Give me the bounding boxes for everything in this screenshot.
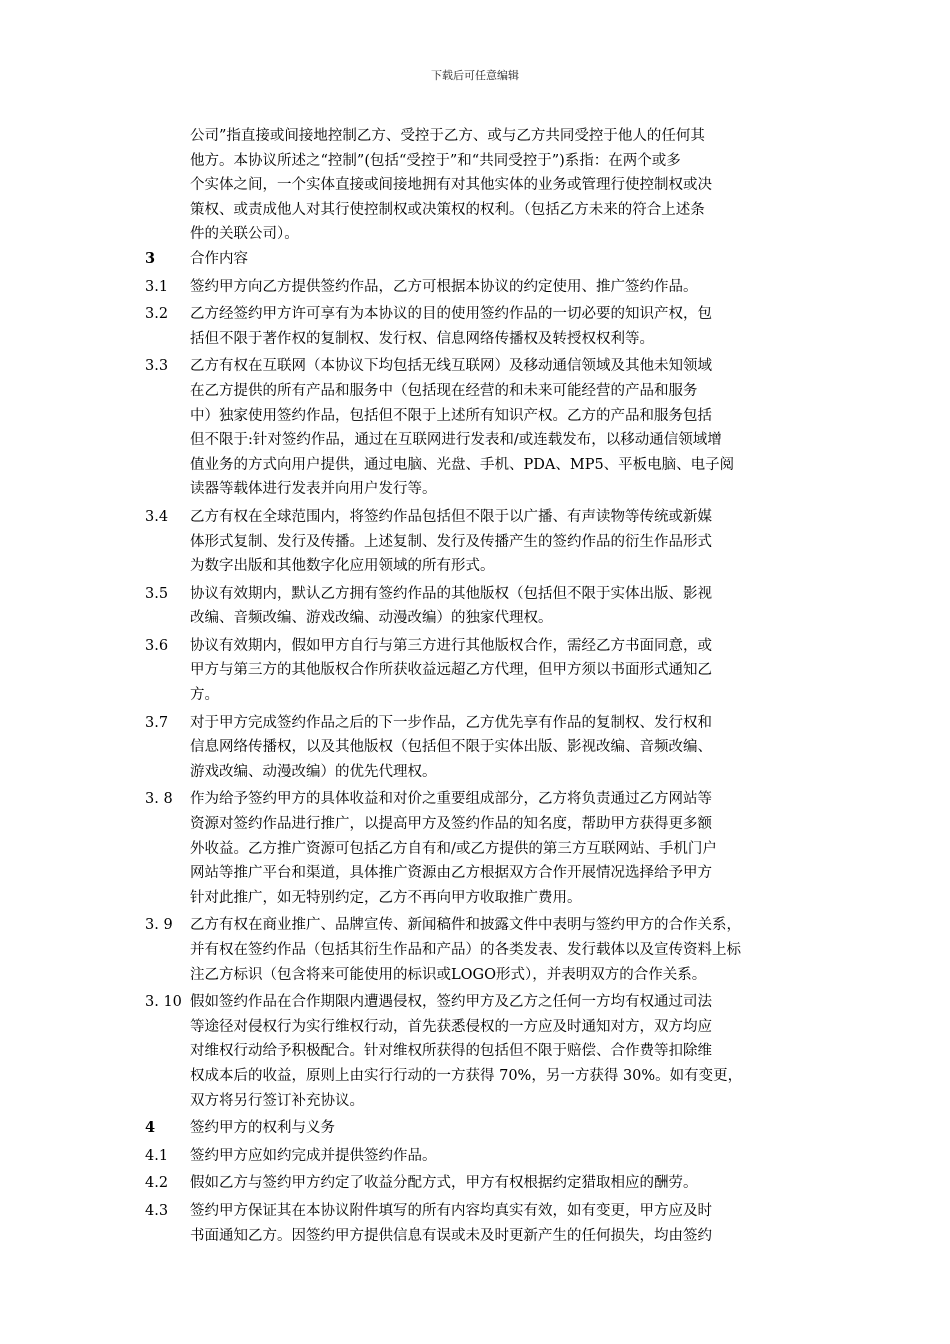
clause-number: 4 — [145, 1119, 156, 1137]
clause-number: 3.1 — [145, 278, 169, 295]
clause-text: 对于甲方完成签约作品之后的下一步作品，乙方优先享有作品的复制权、发行权和 信息网络传播权，以及其他版权（包括但不限于实体出版、影视改编、音频改编、 游戏改编、动漫改编）的优先代理权。 — [190, 714, 712, 780]
clause-item — [145, 1144, 817, 1169]
clause-text: 签约甲方保证其在本协议附件填写的所有内容均真实有效，如有变更，甲方应及时 书面通知乙方。因签约甲方提供信息有误或未及时更新产生的任何损失，均由签约 — [190, 1202, 712, 1244]
clause-text: 乙方经签约甲方许可享有为本协议的目的使用签约作品的一切必要的知识产权，包 括但不限于著作权的复制权、发行权、信息网络传播权及转授权权利等。 — [190, 306, 712, 347]
clause-item — [145, 787, 817, 910]
clause-item — [145, 1171, 817, 1196]
clause-number: 4.3 — [145, 1202, 169, 1219]
clause-list — [145, 247, 817, 1251]
clause-number: 3. 8 — [145, 791, 173, 808]
clause-item — [145, 990, 817, 1113]
page-header: 下载后可任意编辑 — [431, 69, 519, 82]
clause-number: 3.5 — [145, 585, 169, 602]
clause-item — [145, 275, 817, 300]
clause-number: 3. 9 — [145, 917, 173, 934]
clause-number: 3.3 — [145, 358, 169, 375]
clause-number: 4.1 — [145, 1147, 169, 1164]
clause-item — [145, 302, 817, 351]
clause-item — [145, 634, 817, 708]
clause-item — [145, 711, 817, 785]
clause-text: 乙方有权在全球范围内，将签约作品包括但不限于以广播、有声读物等传统或新媒 体形式复制、发行及传播。上述复制、发行及传播产生的签约作品的衍生作品形式 为数字出版和其他数字化应用领域的所有形式。 — [190, 508, 712, 575]
clause-number: 3.6 — [145, 637, 169, 654]
clause-number: 3. 10 — [145, 994, 182, 1011]
clause-text: 协议有效期内，默认乙方拥有签约作品的其他版权（包括但不限于实体出版、影视 改编、音频改编、游戏改编、动漫改编）的独家代理权。 — [190, 585, 712, 627]
clause-number: 3.4 — [145, 508, 169, 525]
clause-item — [145, 505, 817, 579]
intro-paragraph: 公司”指直接或间接地控制乙方、受控于乙方、或与乙方共同受控于他人的任何其 他方。本协议所述之“控制”(包括“受控于”和“共同受控于”)系指：在两个或多 个实体之间，一个实体直接或间接地拥有对其他实体的业务或管理行使控制权或决 策权、或责成他人对其行使控制权或决策权的权利。（包括乙方未来的符合上述条 件的关联公司）。 — [190, 128, 712, 243]
clause-number: 3.7 — [145, 714, 169, 731]
clause-text: 乙方有权在商业推广、品牌宣传、新闻稿件和披露文件中表明与签约甲方的合作关系， 并有权在签约作品（包括其衍生作品和产品）的各类发表、发行载体以及宣传资料上标 注乙方标识（包含将来可能使用的标识或LOGO形式），并表明双方的合作关系。 — [190, 917, 741, 983]
section-heading — [145, 1116, 817, 1141]
document-body — [145, 124, 817, 1251]
clause-item — [145, 354, 817, 502]
clause-text: 乙方有权在互联网（本协议下均包括无线互联网）及移动通信领域及其他未知领域 在乙方提供的所有产品和服务中（包括现在经营的和未来可能经营的产品和服务 中）独家使用签约作品，包括但不限于上述所有知识产权。乙方的产品和服务包括 但不限于:针对签约作品，通过在互联网进行发表和/或连载发布，以移动通信领域增 值业务的方式向用户提供，通过电脑、光盘、手机、PDA、MP5、平板电脑、电子阅 读器等载体进行发表并向用户发行等。 — [190, 358, 735, 498]
clause-number: 4.2 — [145, 1175, 169, 1192]
clause-number: 3.2 — [145, 306, 169, 323]
clause-text: 协议有效期内，假如甲方自行与第三方进行其他版权合作，需经乙方书面同意，或 甲方与第三方的其他版权合作所获收益远超乙方代理，但甲方须以书面形式通知乙 方。 — [190, 637, 712, 704]
clause-number: 3 — [145, 249, 156, 267]
clause-text: 签约甲方的权利与义务 — [190, 1120, 335, 1137]
clause-text: 作为给予签约甲方的具体收益和对价之重要组成部分，乙方将负责通过乙方网站等 资源对签约作品进行推广，以提高甲方及签约作品的知名度，帮助甲方获得更多额 外收益。乙方推广资源可包括乙方自有和/或乙方提供的第三方互联网站、手机门户 网站等推广平台和渠道，具体推广资源由乙方根据双方合作开展情况选择给予甲方 针对此推广，如无特别约定，乙方不再向甲方收取推广费用。 — [190, 791, 717, 906]
clause-item — [145, 1199, 817, 1248]
clause-text: 合作内容 — [190, 250, 248, 267]
clause-text: 签约甲方应如约完成并提供签约作品。 — [190, 1147, 437, 1164]
clause-item — [145, 913, 817, 987]
clause-text: 假如乙方与签约甲方约定了收益分配方式，甲方有权根据约定猎取相应的酬劳。 — [190, 1175, 698, 1192]
clause-text: 签约甲方向乙方提供签约作品，乙方可根据本协议的约定使用、推广签约作品。 — [190, 278, 698, 295]
section-heading — [145, 247, 817, 272]
clause-item — [145, 582, 817, 631]
clause-text: 假如签约作品在合作期限内遭遇侵权，签约甲方及乙方之任何一方均有权通过司法 等途径对侵权行为实行维权行动，首先获悉侵权的一方应及时通知对方，双方均应 对维权行动给予积极配合。针对维权所获得的包括但不限于赔偿、合作费等扣除维 权成本后的收益，原则上由实行行动的一方获得 70%，另一方获得 30%。如有变更， 双方将另行签订补充协议。 — [190, 994, 743, 1109]
